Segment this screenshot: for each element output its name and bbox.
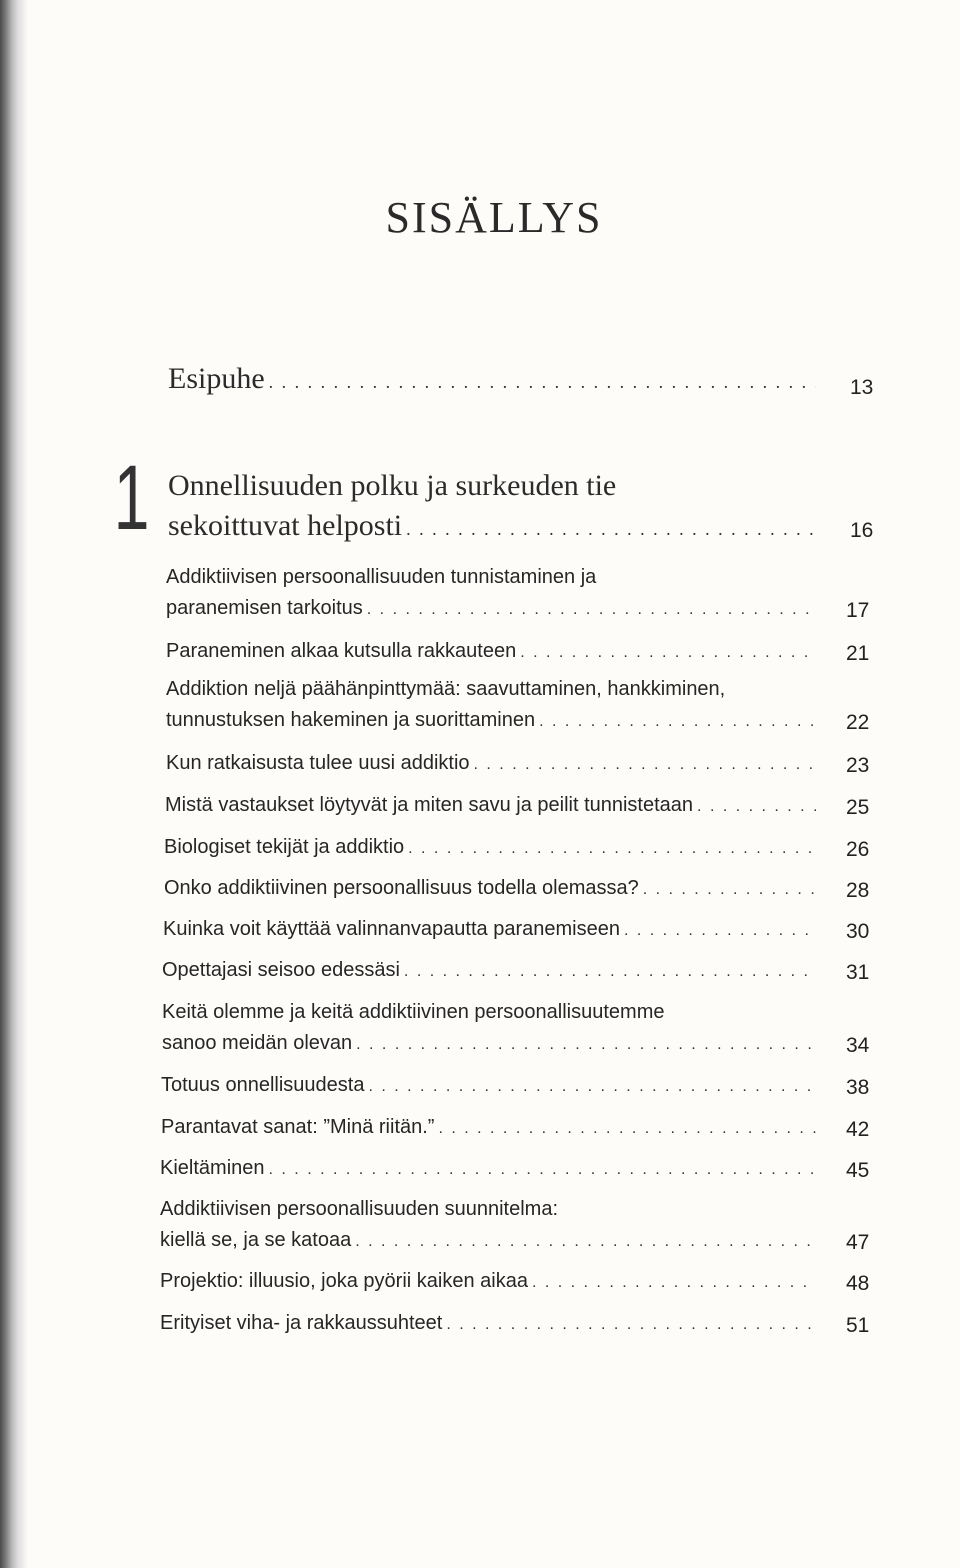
page-number: 21: [846, 642, 870, 665]
leader-dots: [643, 874, 816, 905]
toc-entry-text: Kieltäminen: [160, 1157, 265, 1179]
toc-entry-text: Opettajasi seisoo edessäsi: [162, 959, 400, 981]
leader-dots: [520, 637, 816, 668]
page-number: 28: [846, 879, 870, 902]
page-title: SISÄLLYS: [385, 193, 603, 242]
page-number: 51: [846, 1314, 870, 1337]
toc-entry-text: sanoo meidän olevan: [162, 1032, 353, 1054]
page-number: 13: [850, 376, 874, 399]
toc-entry-chapter: [168, 466, 820, 549]
leader-dots: [269, 372, 816, 393]
toc-entry: [162, 997, 820, 1060]
toc-entry-text: paranemisen tarkoitus: [166, 597, 363, 619]
leader-dots: [269, 1154, 816, 1185]
toc-entry: [160, 1153, 820, 1185]
toc-entry-text: Addiktiivisen persoonallisuuden suunnitelma:: [160, 1198, 559, 1220]
toc-entry: [162, 955, 820, 987]
toc-entry: [160, 1266, 820, 1298]
toc-entry: [166, 562, 820, 625]
chapter-title-line1: Onnellisuuden polku ja surkeuden tie: [168, 469, 617, 502]
page-number: 30: [846, 920, 870, 943]
toc-entry: [163, 914, 820, 946]
page-number: 31: [846, 961, 870, 984]
leader-dots: [356, 1029, 816, 1060]
page-number: 22: [846, 711, 870, 734]
toc-entry-text: Totuus onnellisuudesta: [161, 1074, 365, 1096]
toc-entry-text: kiellä se, ja se katoaa: [160, 1229, 352, 1251]
book-gutter: [0, 0, 28, 1568]
toc-entry-text: Addiktion neljä päähänpinttymää: saavuttaminen, hankkiminen,: [166, 678, 726, 700]
toc-entry: [160, 1194, 820, 1257]
toc-entry: [166, 748, 820, 780]
toc-entry-preface: [168, 362, 820, 396]
leader-dots: [438, 1113, 816, 1144]
toc-entry-text: Mistä vastaukset löytyvät ja miten savu ja peilit tunnistetaan: [165, 794, 694, 816]
leader-dots: [368, 1071, 816, 1102]
page-number: 17: [846, 599, 870, 622]
leader-dots: [404, 956, 816, 987]
leader-dots: [408, 833, 816, 864]
page-number: 47: [846, 1231, 870, 1254]
toc-page: [28, 0, 960, 1568]
toc-entry-text: Kuinka voit käyttää valinnanvapautta paranemiseen: [163, 918, 620, 940]
toc-entry-text: Kun ratkaisusta tulee uusi addiktio: [166, 752, 470, 774]
toc-entry-text: Paraneminen alkaa kutsulla rakkauteen: [166, 640, 517, 662]
toc-entry: [166, 636, 820, 668]
toc-entry: [165, 790, 820, 822]
chapter-title-line2: sekoittuvat helposti: [168, 509, 403, 542]
page-number: 16: [850, 519, 874, 542]
leader-dots: [406, 509, 816, 549]
toc-entry: [164, 873, 820, 905]
leader-dots: [697, 791, 816, 822]
leader-dots: [446, 1309, 816, 1340]
toc-entry: [161, 1112, 820, 1144]
page-number: 48: [846, 1272, 870, 1295]
toc-entry-text: Erityiset viha- ja rakkaussuhteet: [160, 1312, 443, 1334]
toc-entry-text: Esipuhe: [168, 362, 265, 395]
toc-entry-text: Addiktiivisen persoonallisuuden tunnistaminen ja: [166, 566, 597, 588]
page-number: 26: [846, 838, 870, 861]
toc-entry: [161, 1070, 820, 1102]
toc-entry: [164, 832, 820, 864]
page-number: 38: [846, 1076, 870, 1099]
toc-entry: [166, 674, 820, 737]
leader-dots: [532, 1267, 816, 1298]
page-number: 23: [846, 754, 870, 777]
chapter-number: 1: [113, 447, 150, 549]
leader-dots: [539, 706, 816, 737]
toc-entry-text: tunnustuksen hakeminen ja suorittaminen: [166, 709, 536, 731]
page-number: 25: [846, 796, 870, 819]
page-number: 34: [846, 1034, 870, 1057]
page-number: 45: [846, 1159, 870, 1182]
toc-entry-text: Projektio: illuusio, joka pyörii kaiken aikaa: [160, 1270, 528, 1292]
toc-entry: [160, 1308, 820, 1340]
leader-dots: [367, 594, 816, 625]
leader-dots: [474, 749, 816, 780]
leader-dots: [624, 915, 816, 946]
toc-entry-text: Keitä olemme ja keitä addiktiivinen persoonallisuutemme: [162, 1001, 665, 1023]
page-number: 42: [846, 1118, 870, 1141]
toc-entry-text: Biologiset tekijät ja addiktio: [164, 836, 405, 858]
toc-entry-text: Onko addiktiivinen persoonallisuus todella olemassa?: [164, 877, 639, 899]
toc-entry-text: Parantavat sanat: ”Minä riitän.”: [161, 1116, 435, 1138]
leader-dots: [355, 1226, 816, 1257]
